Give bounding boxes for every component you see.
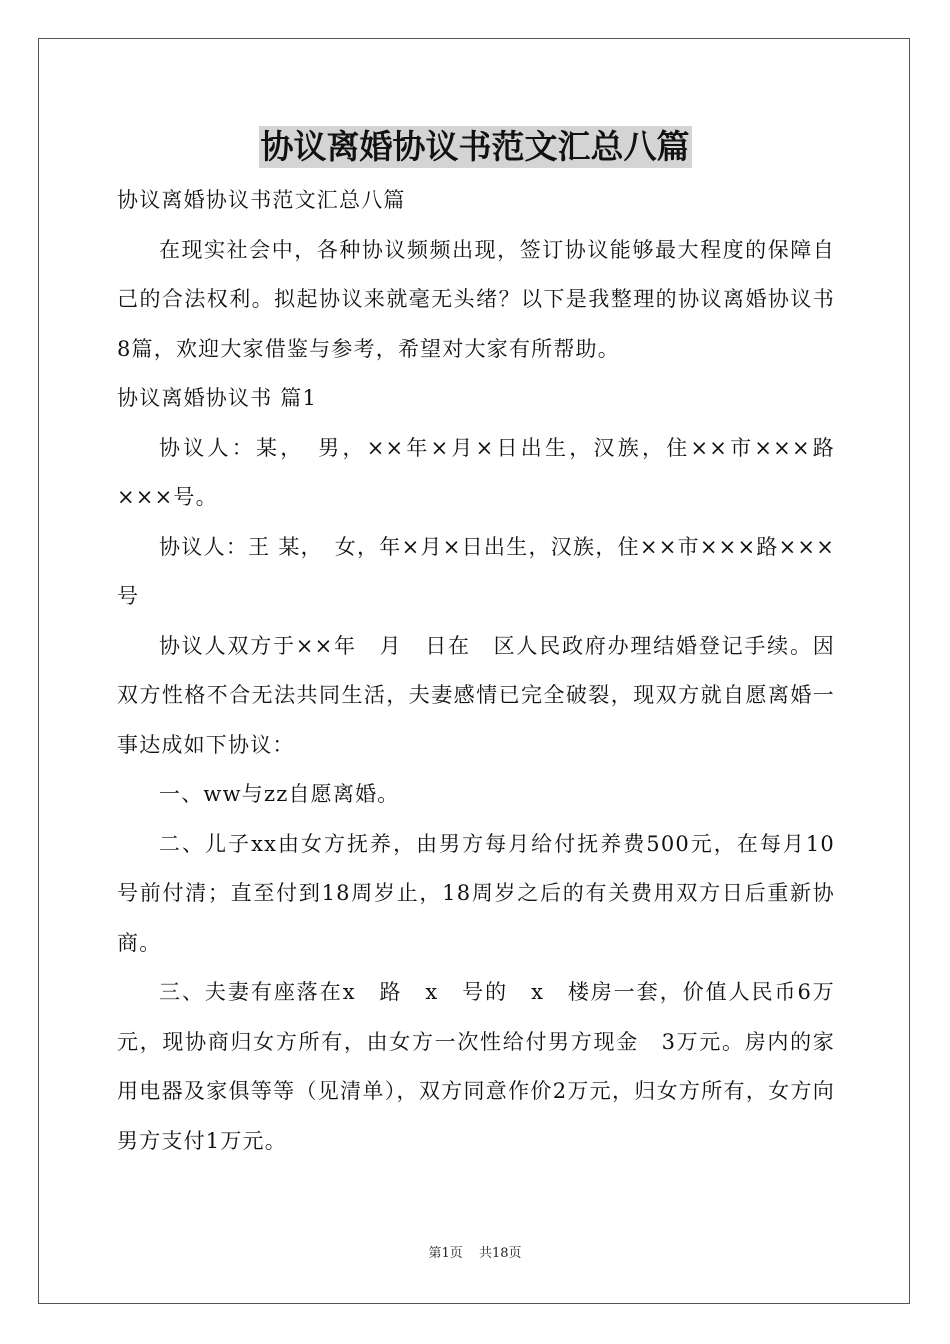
document-body (117, 176, 835, 1166)
paragraph: 协议人双方于××年 月 日在 区人民政府办理结婚登记手续。因双方性格不合无法共同生活，夫妻感情已完全破裂，现双方就自愿离婚一事达成如下协议： (117, 633, 835, 757)
paragraph: 三、夫妻有座落在x 路 x 号的 x 楼房一套，价值人民币6万元，现协商归女方所有，由女方一次性给付男方现金 3万元。房内的家用电器及家俱等等（见清单），双方同意作价2万元，归女方所有，女方向男方支付1万元。 (117, 980, 835, 1153)
paragraph: 二、儿子xx由女方抚养，由男方每月给付抚养费500元，在每月10号前付清；直至付到18周岁止，18周岁之后的有关费用双方日后重新协商。 (117, 831, 835, 955)
paragraph: 协议人：某， 男，××年×月×日出生，汉族，住××市×××路×××号。 (117, 435, 835, 509)
paragraph: 协议离婚协议书范文汇总八篇 (117, 188, 406, 212)
page-footer (0, 1245, 950, 1263)
document-title: 协议离婚协议书范文汇总八篇 (260, 127, 690, 166)
title-container (0, 126, 950, 168)
paragraph: 协议离婚协议书 篇1 (117, 386, 318, 410)
paragraph: 一、ww与zz自愿离婚。 (159, 782, 400, 806)
page-total: 共18页 (478, 1246, 522, 1261)
page-number: 第1页 (428, 1246, 463, 1261)
paragraph: 在现实社会中，各种协议频频出现，签订协议能够最大程度的保障自己的合法权利。拟起协议来就毫无头绪？以下是我整理的协议离婚协议书8篇，欢迎大家借鉴与参考，希望对大家有所帮助。 (117, 237, 835, 361)
paragraph: 协议人：王 某， 女，年×月×日出生，汉族，住××市×××路×××号 (117, 534, 835, 608)
